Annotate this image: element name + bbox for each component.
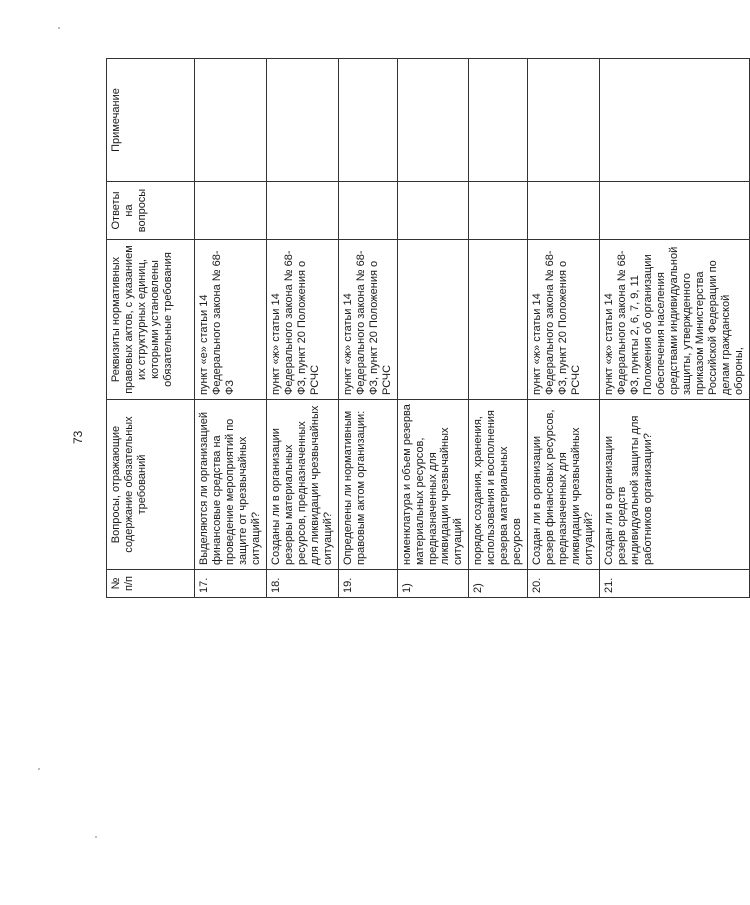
table-row: [397, 59, 469, 598]
row-num: 20.: [528, 570, 600, 598]
row-answer: [528, 182, 600, 240]
row-question: номенклатура и объем резерва материальных ресурсов, предназначенных для ликвидации чрезвычайных ситуаций: [397, 400, 469, 570]
row-num: 19.: [338, 570, 397, 598]
row-note: [600, 59, 750, 182]
row-question: Определены ли нормативным правовым актом организации:: [338, 400, 397, 570]
row-requisites: пункт «ж» статьи 14 Федерального закона № 68-ФЗ, пункт 20 Положения о РСЧС: [338, 240, 397, 400]
row-requisites: пункт «ж» статьи 14 Федерального закона № 68-ФЗ, пункт 20 Положения о РСЧС: [528, 240, 600, 400]
row-question: порядок создания, хранения, использования и восполнения резерва материальных ресурсов: [469, 400, 528, 570]
row-requisites: пункт «ж» статьи 14 Федерального закона № 68-ФЗ, пункт 20 Положения о РСЧС: [266, 240, 338, 400]
row-num: 1): [397, 570, 469, 598]
header-num: № п/п: [107, 570, 195, 598]
requirements-table: [106, 58, 750, 598]
row-requisites: [397, 240, 469, 400]
row-answer: [469, 182, 528, 240]
row-note: [397, 59, 469, 182]
table-row: [266, 59, 338, 598]
table-row: [469, 59, 528, 598]
row-num: 2): [469, 570, 528, 598]
header-question: Вопросы, отражающие содержание обязательных требований: [107, 400, 195, 570]
table-row: [338, 59, 397, 598]
row-num: 18.: [266, 570, 338, 598]
row-num: 21.: [600, 570, 750, 598]
header-requisites: Реквизиты нормативных правовых актов, с указанием их структурных единиц, которыми установлены обязательные требования: [107, 240, 195, 400]
row-note: [469, 59, 528, 182]
row-answer: [338, 182, 397, 240]
scan-speck: [38, 768, 40, 770]
row-note: [528, 59, 600, 182]
page-number: 73: [71, 430, 85, 444]
row-requisites: [469, 240, 528, 400]
row-answer: [195, 182, 267, 240]
requirements-table-container: [106, 58, 745, 598]
row-answer: [397, 182, 469, 240]
row-requisites: пункт «е» статьи 14 Федерального закона № 68-ФЗ: [195, 240, 267, 400]
row-question: Создан ли в организации резерв средств индивидуальной защиты для работников организации?: [600, 400, 750, 570]
row-requisites: пункт «ж» статьи 14 Федерального закона № 68-ФЗ, пункты 2, 6, 7, 9, 11 Положения об организации обеспечения населения средствами индивидуальной защиты, утвержденного приказом Министерства Российской Федерации по делам гражданской обороны,: [600, 240, 750, 400]
table-row: [528, 59, 600, 598]
row-note: [266, 59, 338, 182]
scan-speck: [95, 836, 97, 838]
row-question: Созданы ли в организации резервы материальных ресурсов, предназначенных для ликвидации чрезвычайных ситуаций?: [266, 400, 338, 570]
table-row: [195, 59, 267, 598]
row-num: 17.: [195, 570, 267, 598]
scan-speck: [58, 27, 60, 29]
row-question: Создан ли в организации резерв финансовых ресурсов, предназначенных для ликвидации чрезвычайных ситуаций?: [528, 400, 600, 570]
header-answers: Ответы на вопросы: [107, 182, 195, 240]
row-note: [195, 59, 267, 182]
row-note: [338, 59, 397, 182]
table-header-row: [107, 59, 195, 598]
row-answer: [600, 182, 750, 240]
table-row: [600, 59, 750, 598]
header-note: Примечание: [107, 59, 195, 182]
row-question: Выделяются ли организацией финансовые средства на проведение мероприятий по защите от чрезвычайных ситуаций?: [195, 400, 267, 570]
row-answer: [266, 182, 338, 240]
